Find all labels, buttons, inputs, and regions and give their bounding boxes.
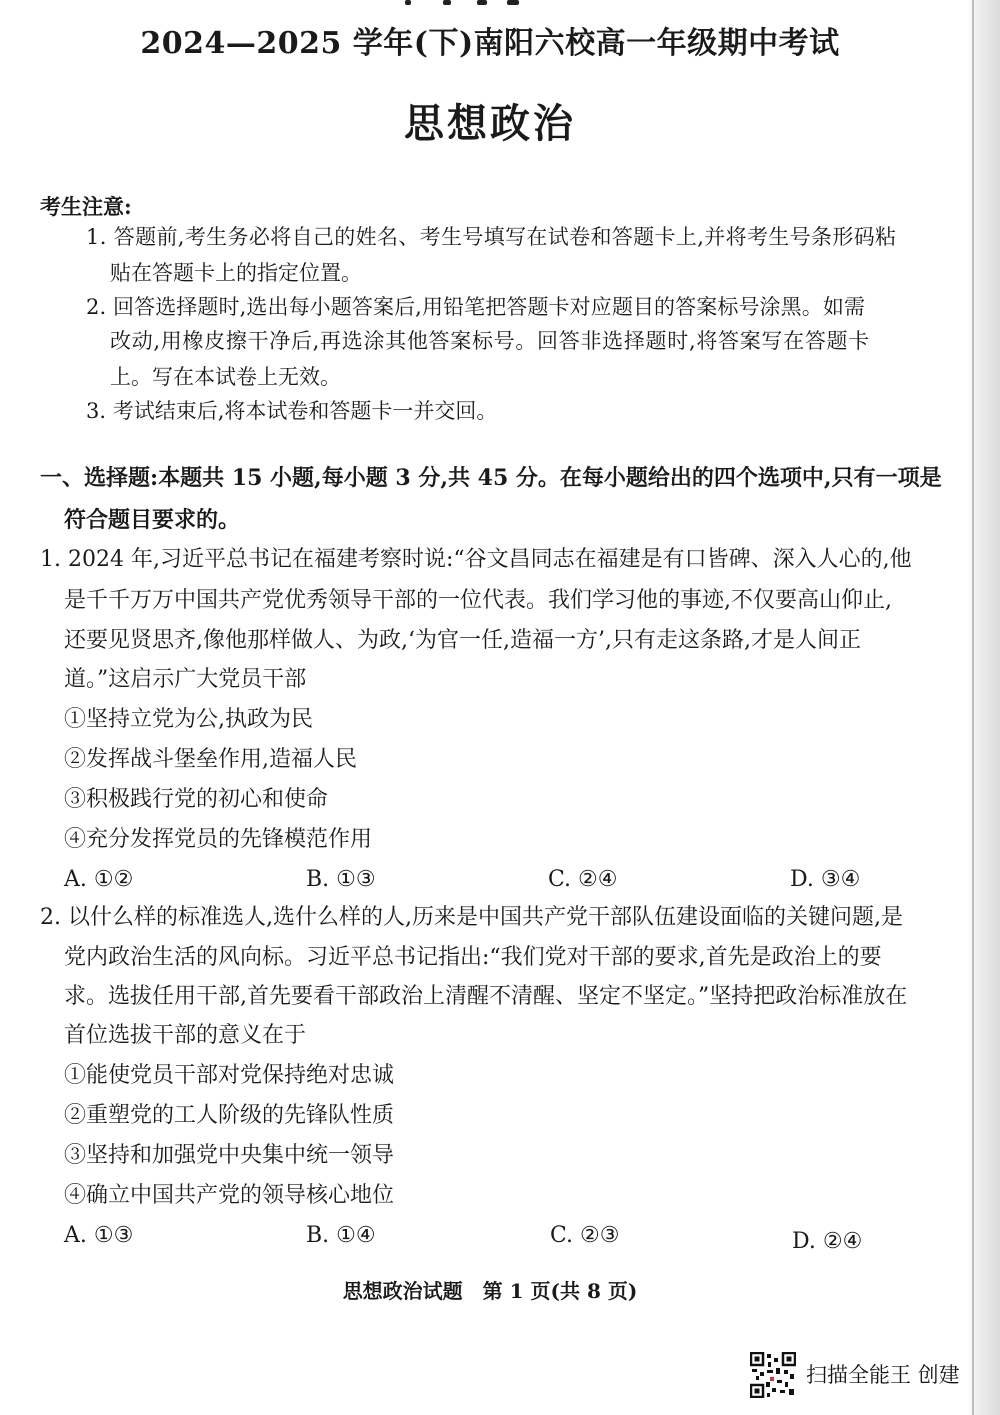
- question-1-line: 道。”这启示广大党员干部: [64, 667, 307, 692]
- question-2-line: 求。选拔任用干部,首先要看干部政治上清醒不清醒、坚定不坚定。”坚持把政治标准放在: [64, 984, 908, 1009]
- question-1-line: 是千千万万中国共产党优秀领导干部的一位代表。我们学习他的事迹,不仅要高山仰止,: [64, 588, 892, 613]
- note-line: 2. 回答选择题时,选出每小题答案后,用铅笔把答题卡对应题目的答案标号涂黑。如需: [86, 295, 866, 319]
- qr-code-icon: [750, 1352, 796, 1398]
- question-2-choice-c: C. ②③: [550, 1223, 620, 1248]
- note-line: 上。写在本试卷上无效。: [110, 365, 341, 389]
- question-1-choice-c: C. ②④: [548, 867, 618, 892]
- question-2-line: 党内政治生活的风向标。习近平总书记指出:“我们党对干部的要求,首先是政治上的要: [64, 945, 882, 970]
- question-2-line: 2. 以什么样的标准选人,选什么样的人,历来是中国共产党干部队伍建设面临的关键问题,是: [40, 905, 903, 930]
- note-line: 贴在答题卡上的指定位置。: [110, 261, 362, 285]
- page-edge-line: [972, 0, 974, 1415]
- question-2-option: ①能使党员干部对党保持绝对忠诚: [64, 1063, 395, 1088]
- question-2-choice-d: D. ②④: [792, 1229, 863, 1254]
- question-1-line: 还要见贤思齐,像他那样做人、为政,‘为官一任,造福一方’,只有走这条路,才是人间正: [64, 628, 861, 653]
- exam-title: 2024—2025 学年(下)南阳六校高一年级期中考试: [140, 26, 840, 61]
- question-2-line: 首位选拔干部的意义在于: [64, 1023, 307, 1048]
- question-2-option: ③坚持和加强党中央集中统一领导: [64, 1143, 395, 1168]
- note-line: 1. 答题前,考生务必将自己的姓名、考生号填写在试卷和答题卡上,并将考生号条形码粘: [86, 225, 897, 249]
- section-heading-cont: 符合题目要求的。: [64, 507, 241, 533]
- question-1-line: 1. 2024 年,习近平总书记在福建考察时说:“谷文昌同志在福建是有口皆碑、深入人心的,他: [40, 547, 912, 572]
- question-2-option: ④确立中国共产党的领导核心地位: [64, 1183, 395, 1208]
- question-2-choice-a: A. ①③: [64, 1223, 134, 1248]
- question-1-option: ②发挥战斗堡垒作用,造福人民: [64, 747, 357, 772]
- question-1-choice-d: D. ③④: [790, 867, 861, 892]
- top-cut-marks: [385, 0, 545, 10]
- page-footer: 思想政治试题 第 1 页(共 8 页): [342, 1279, 638, 1303]
- section-heading: 一、选择题:本题共 15 小题,每小题 3 分,共 45 分。在每小题给出的四个选项中,只有一项是: [40, 465, 942, 491]
- note-line: 3. 考试结束后,将本试卷和答题卡一并交回。: [86, 399, 498, 423]
- question-1-option: ④充分发挥党员的先锋模范作用: [64, 827, 373, 852]
- question-1-option: ①坚持立党为公,执政为民: [64, 707, 313, 732]
- question-1-choice-b: B. ①③: [306, 867, 376, 892]
- note-line: 改动,用橡皮擦干净后,再选涂其他答案标号。回答非选择题时,将答案写在答题卡: [110, 329, 870, 353]
- question-1-choice-a: A. ①②: [64, 867, 134, 892]
- subject-title: 思想政治: [404, 100, 576, 147]
- question-1-option: ③积极践行党的初心和使命: [64, 787, 329, 812]
- notes-heading: 考生注意:: [40, 194, 132, 219]
- question-2-option: ②重塑党的工人阶级的先锋队性质: [64, 1103, 395, 1128]
- question-2-choice-b: B. ①④: [306, 1223, 376, 1248]
- scanner-watermark: 扫描全能王 创建: [806, 1363, 960, 1387]
